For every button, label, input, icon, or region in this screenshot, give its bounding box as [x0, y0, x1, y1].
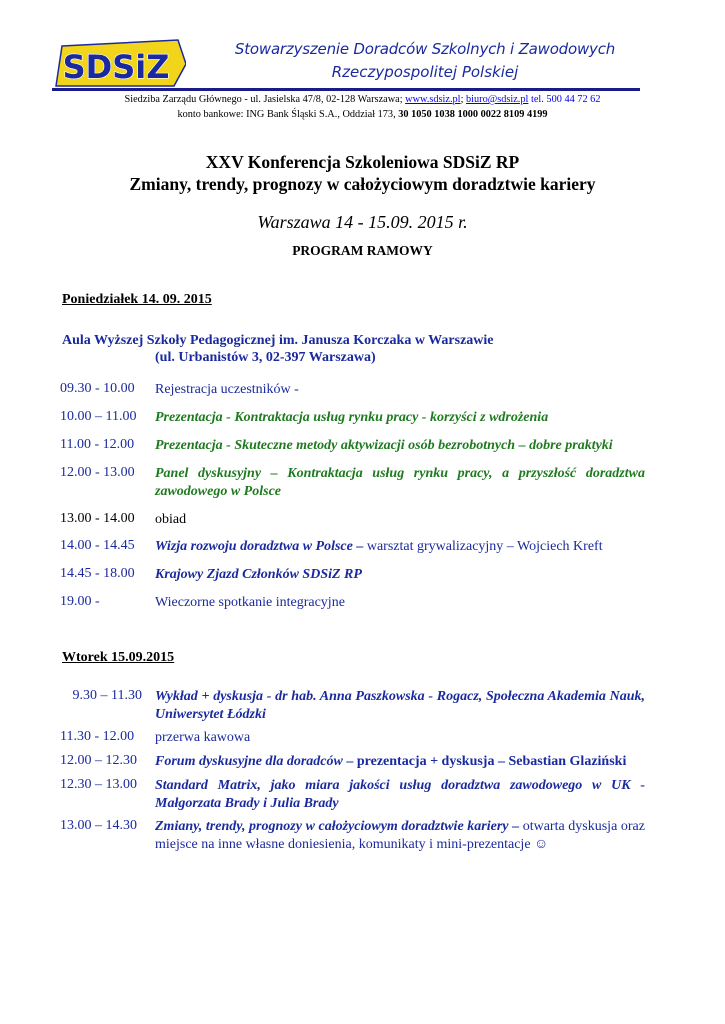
- conference-title: XXV Konferencja Szkoleniowa SDSiZ RP: [205, 152, 520, 172]
- org-name-line2: Rzeczypospolitej Polskiej: [331, 63, 519, 81]
- address-line: Siedziba Zarządu Głównego - ul. Jasielska 47/8, 02-128 Warszawa; www.sdsiz.pl; biuro@sdsiz.pl tel. 500 44 72 62: [124, 94, 601, 105]
- schedule-item: Zmiany, trendy, prognozy w całożyciowym doradztwie kariery – otwarta dyskusja oraz miejsce na inne własne doniesienia, komunikaty i mini-prezentacje ☺: [155, 819, 645, 852]
- venue-name: Aula Wyższej Szkoły Pedagogicznej im. Janusza Korczaka w Warszawie: [62, 333, 494, 348]
- header-divider: [52, 88, 640, 91]
- schedule-time: 12.30 – 13.00: [60, 777, 137, 792]
- schedule-time: 14.45 - 18.00: [60, 566, 135, 581]
- schedule-item: Prezentacja - Skuteczne metody aktywizacji osób bezrobotnych – dobre praktyki: [155, 438, 613, 453]
- schedule-time: 13.00 - 14.00: [60, 511, 135, 526]
- sdsiz-logo: [50, 38, 186, 90]
- logo-text: SDSiZ: [62, 48, 170, 86]
- conference-subtitle: Zmiany, trendy, prognozy w całożyciowym doradztwie kariery: [129, 174, 596, 194]
- schedule-time: 9.30 – 11.30: [72, 688, 142, 703]
- program-heading: PROGRAM RAMOWY: [292, 243, 433, 258]
- schedule-time: 13.00 – 14.30: [60, 818, 137, 833]
- schedule-time: 11.30 - 12.00: [60, 729, 135, 744]
- day2-heading: Wtorek 15.09.2015: [62, 650, 175, 665]
- schedule-item: Rejestracja uczestników -: [155, 382, 299, 397]
- website-link[interactable]: www.sdsiz.pl: [405, 94, 461, 105]
- email-link[interactable]: biuro@sdsiz.pl: [466, 94, 529, 105]
- schedule-item: Forum dyskusyjne dla doradców – prezentacja + dyskusja – Sebastian Glaziński: [155, 754, 627, 769]
- city-dates: Warszawa 14 - 15.09. 2015 r.: [257, 212, 468, 232]
- schedule-time: 14.00 - 14.45: [60, 538, 135, 553]
- schedule-time: 12.00 – 12.30: [60, 753, 137, 768]
- schedule-item: Krajowy Zjazd Członków SDSiZ RP: [155, 567, 362, 582]
- schedule-item: przerwa kawowa: [155, 730, 251, 745]
- schedule-item: Wieczorne spotkanie integracyjne: [155, 595, 345, 610]
- schedule-time: 11.00 - 12.00: [60, 437, 135, 452]
- schedule-item: Standard Matrix, jako miara jakości usług doradztwa zawodowego w UK - Małgorzata Brady i Julia Brady: [155, 778, 645, 811]
- schedule-time: 12.00 - 13.00: [60, 465, 135, 480]
- schedule-item: Prezentacja - Kontraktacja usług rynku pracy - korzyści z wdrożenia: [155, 410, 549, 425]
- schedule-item: Panel dyskusyjny – Kontraktacja usług rynku pracy, a przyszłość doradztwa zawodowego w Polsce: [155, 466, 645, 499]
- bank-line: konto bankowe: ING Bank Śląski S.A., Oddział 173, 30 1050 1038 1000 0022 8109 4199: [177, 109, 548, 120]
- schedule-item: Wykład + dyskusja - dr hab. Anna Paszkowska - Rogacz, Społeczna Akademia Nauk, Uniwersytet Łódzki: [155, 689, 645, 722]
- phone: tel. 500 44 72 62: [528, 94, 601, 105]
- schedule-time: 19.00 -: [60, 594, 100, 609]
- schedule-item: obiad: [155, 512, 187, 527]
- bank-account: 30 1050 1038 1000 0022 8109 4199: [398, 109, 548, 120]
- schedule-time: 09.30 - 10.00: [60, 381, 135, 396]
- schedule-time: 10.00 – 11.00: [60, 409, 137, 424]
- day1-heading: Poniedziałek 14. 09. 2015: [62, 292, 212, 307]
- org-name-line1: Stowarzyszenie Doradców Szkolnych i Zawodowych: [234, 40, 616, 58]
- venue-address: (ul. Urbanistów 3, 02-397 Warszawa): [155, 350, 376, 365]
- schedule-item: Wizja rozwoju doradztwa w Polsce – warsztat grywalizacyjny – Wojciech Kreft: [155, 539, 603, 554]
